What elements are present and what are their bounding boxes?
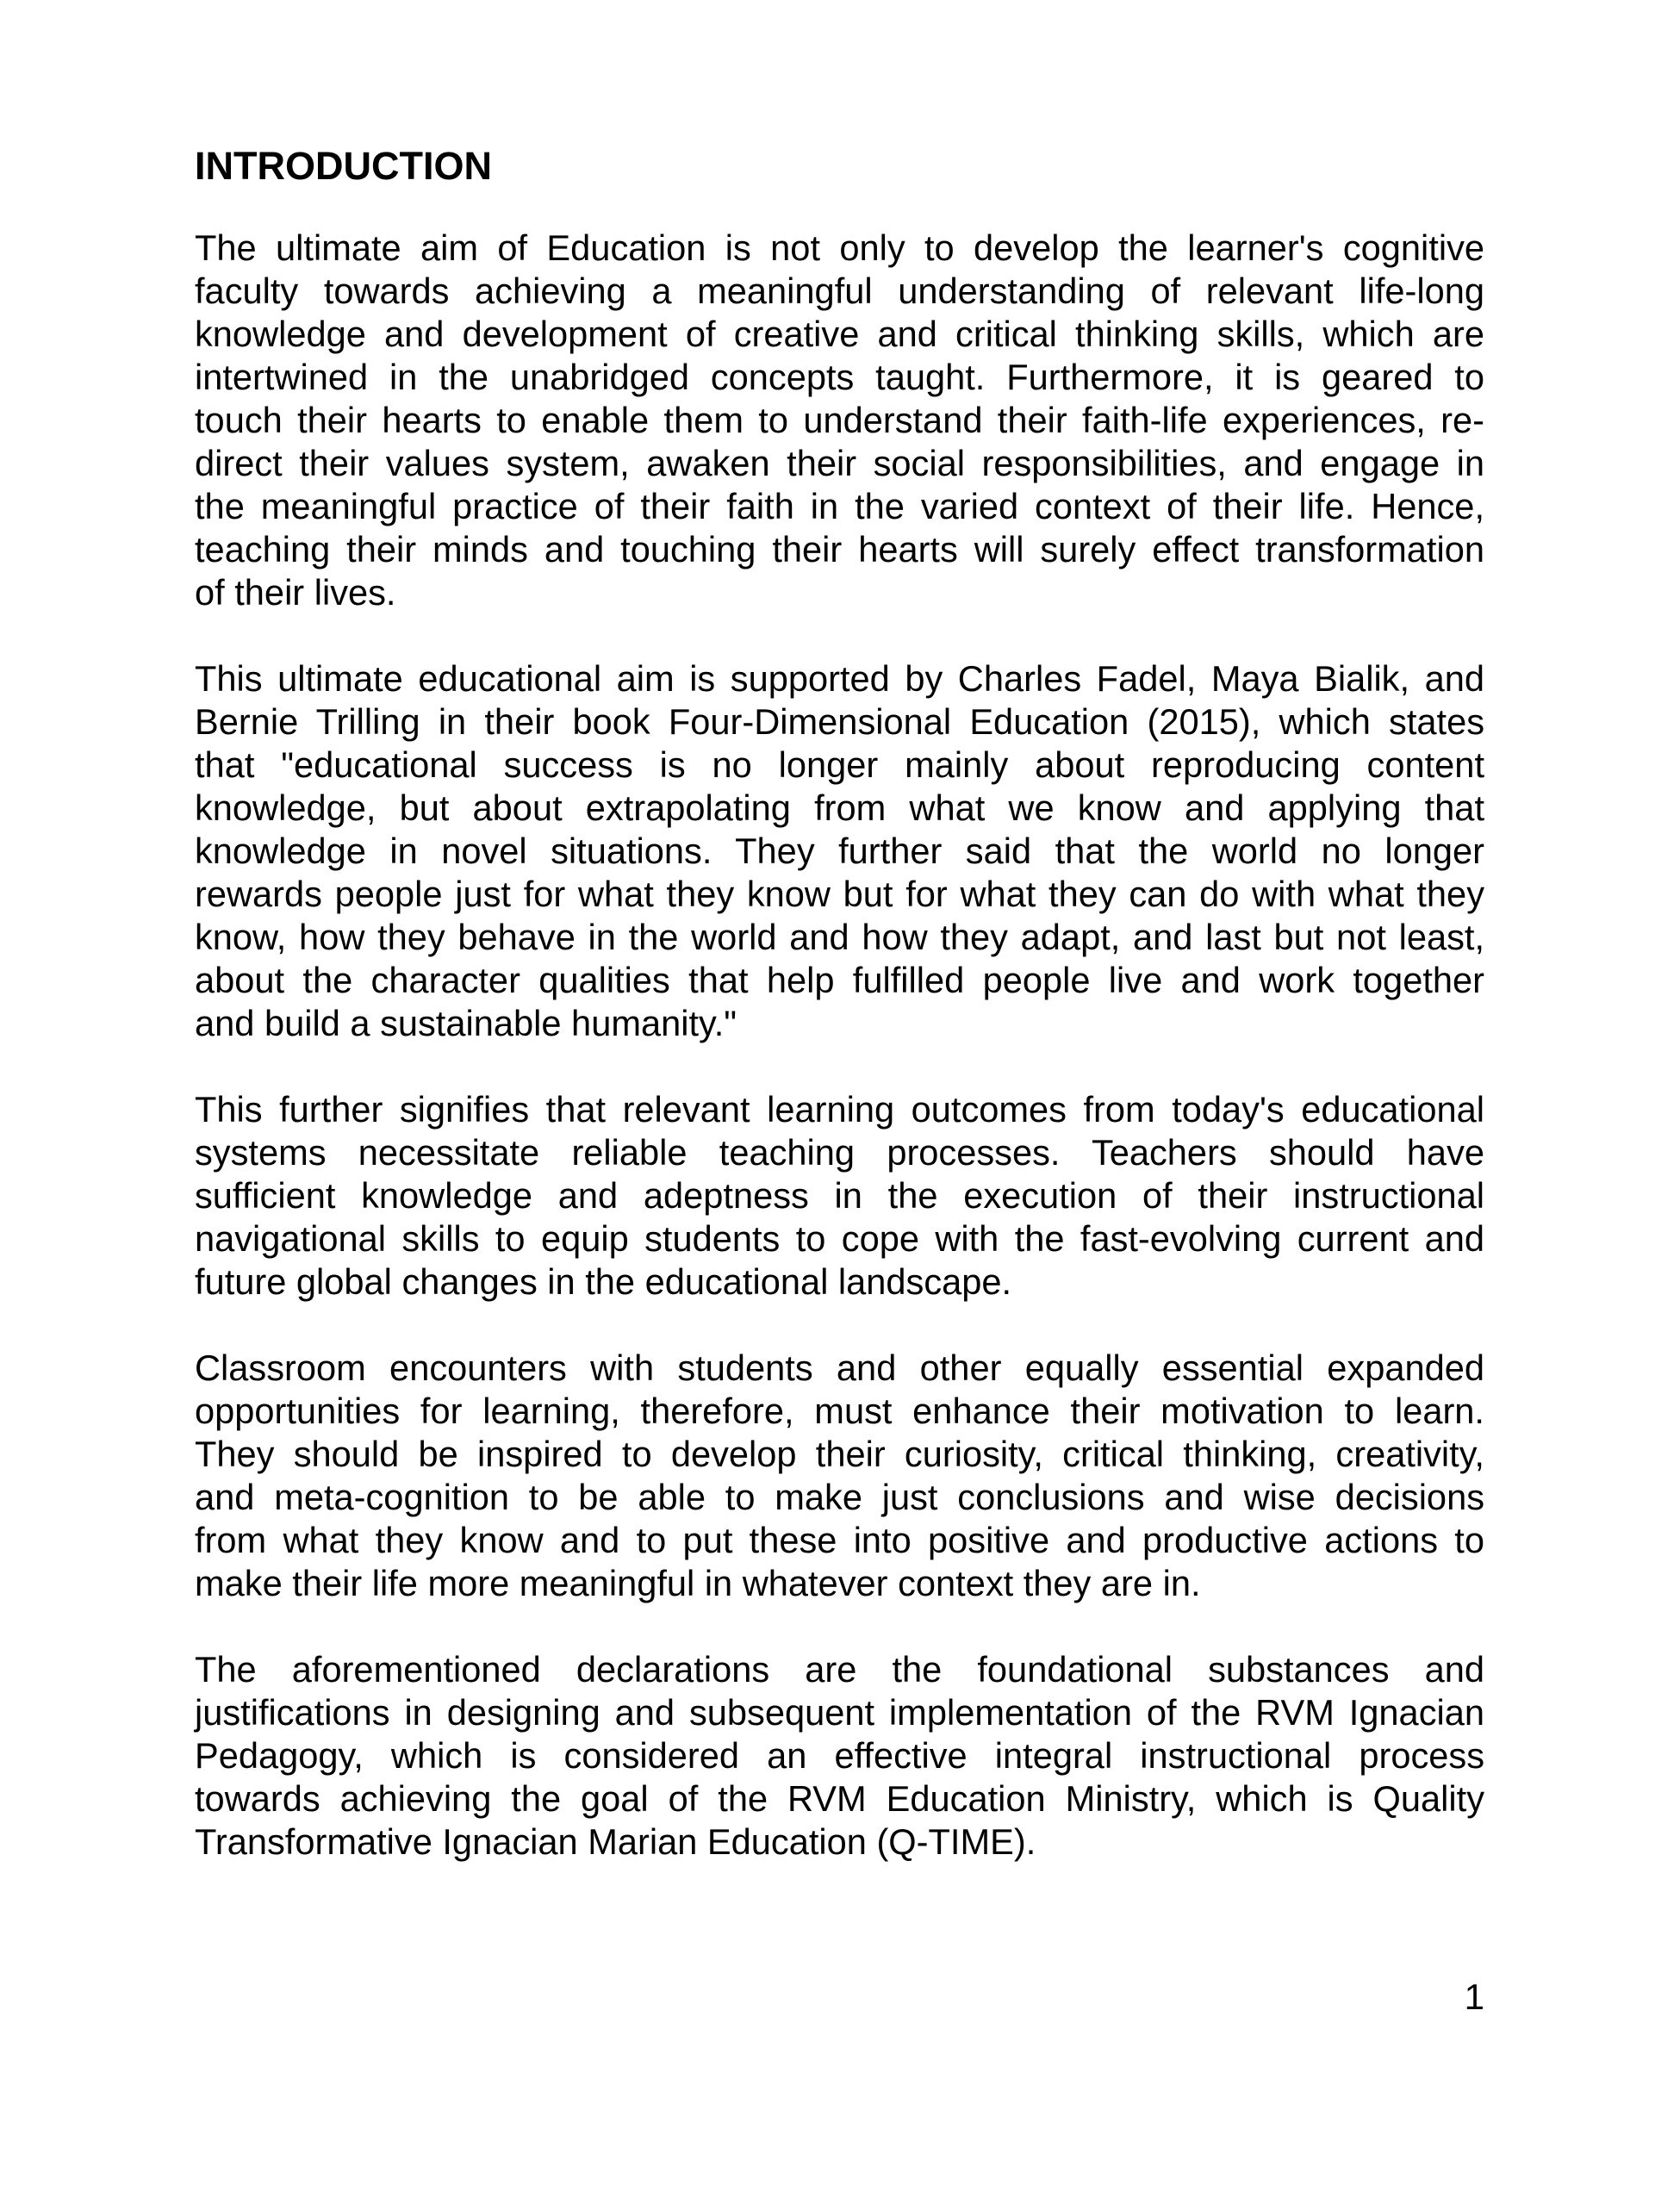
page-number: 1 <box>1464 1976 1484 2017</box>
text-line: Transformative Ignacian Marian Education (Q-TIME). <box>195 1821 1036 1862</box>
text-line: opportunities for learning, therefore, must enhance their motivation to learn. <box>195 1391 1484 1431</box>
text-line: of their lives. <box>195 572 396 613</box>
text-line: They should be inspired to develop their curiosity, critical thinking, creativity, <box>195 1434 1484 1474</box>
text-line: know, how they behave in the world and how they adapt, and last but not least, <box>195 917 1484 957</box>
text-line: This further signifies that relevant learning outcomes from today's educational <box>195 1089 1484 1130</box>
text-line: the meaningful practice of their faith in the varied context of their life. Hence, <box>195 486 1484 526</box>
text-line: knowledge, but about extrapolating from what we know and applying that <box>195 787 1484 828</box>
paragraph-1 <box>195 227 1484 614</box>
text-line: The ultimate aim of Education is not only to develop the learner's cognitive <box>195 227 1484 268</box>
paragraph-5 <box>195 1648 1484 1864</box>
text-line: towards achieving the goal of the RVM Education Ministry, which is Quality <box>195 1778 1484 1819</box>
text-line: sufficient knowledge and adeptness in the execution of their instructional <box>195 1175 1484 1216</box>
text-line: justifications in designing and subsequent implementation of the RVM Ignacian <box>195 1692 1484 1733</box>
text-line: navigational skills to equip students to cope with the fast-evolving current and <box>195 1218 1484 1259</box>
text-line: from what they know and to put these into positive and productive actions to <box>195 1520 1484 1560</box>
text-line: intertwined in the unabridged concepts taught. Furthermore, it is geared to <box>195 357 1484 397</box>
text-line: and meta-cognition to be able to make just conclusions and wise decisions <box>195 1477 1484 1517</box>
text-line: knowledge in novel situations. They further said that the world no longer <box>195 831 1484 871</box>
text-line: faculty towards achieving a meaningful understanding of relevant life-long <box>195 271 1484 311</box>
text-line: direct their values system, awaken their social responsibilities, and engage in <box>195 443 1484 483</box>
text-line: rewards people just for what they know but for what they can do with what they <box>195 874 1484 914</box>
paragraph-3 <box>195 1088 1484 1304</box>
text-line: The aforementioned declarations are the foundational substances and <box>195 1649 1484 1690</box>
text-line: touch their hearts to enable them to understand their faith-life experiences, re- <box>195 400 1484 440</box>
paragraph-4 <box>195 1347 1484 1605</box>
text-line: about the character qualities that help fulfilled people live and work together <box>195 960 1484 1000</box>
text-line: future global changes in the educational landscape. <box>195 1261 1012 1302</box>
text-line: make their life more meaningful in whatever context they are in. <box>195 1563 1201 1603</box>
section-heading: INTRODUCTION <box>195 144 492 188</box>
text-line: Pedagogy, which is considered an effective integral instructional process <box>195 1735 1484 1776</box>
text-line: teaching their minds and touching their hearts will surely effect transformation <box>195 529 1484 569</box>
body-text <box>195 227 1484 1907</box>
text-line: and build a sustainable humanity." <box>195 1003 737 1043</box>
text-line: Bernie Trilling in their book Four-Dimensional Education (2015), which states <box>195 701 1484 742</box>
text-line: Classroom encounters with students and other equally essential expanded <box>195 1347 1484 1388</box>
text-line: knowledge and development of creative and critical thinking skills, which are <box>195 314 1484 354</box>
text-line: systems necessitate reliable teaching processes. Teachers should have <box>195 1132 1484 1173</box>
text-line: This ultimate educational aim is supported by Charles Fadel, Maya Bialik, and <box>195 658 1484 699</box>
paragraph-2 <box>195 657 1484 1045</box>
text-line: that "educational success is no longer mainly about reproducing content <box>195 744 1484 785</box>
